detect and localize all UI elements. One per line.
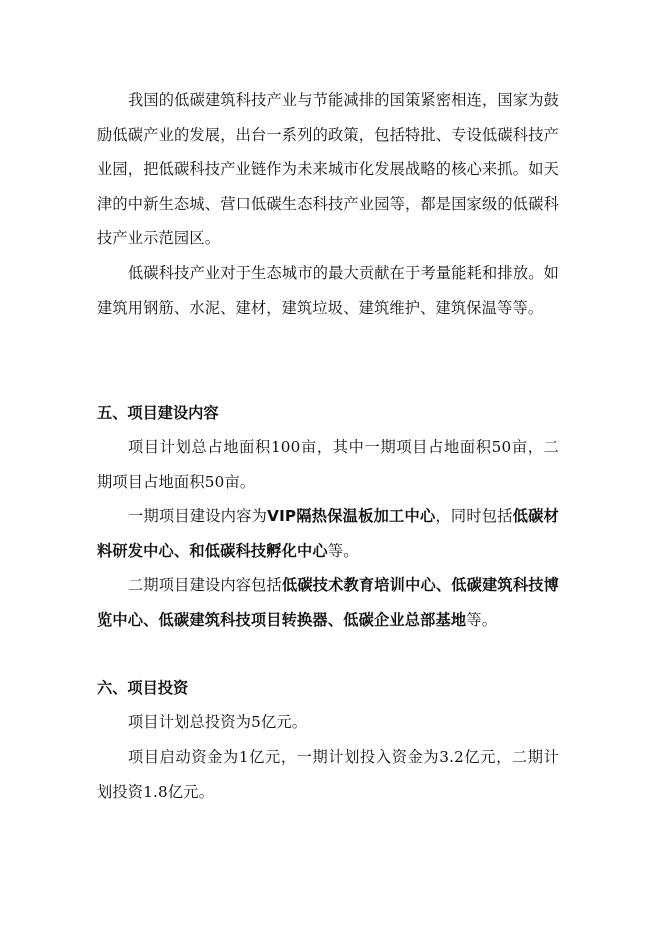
section-5-p2-bold: VIP隔热保温板加工中心	[267, 507, 436, 525]
section-5-heading: 五、项目建设内容	[97, 404, 219, 422]
section-6-heading: 六、项目投资	[97, 679, 189, 697]
section-5-p3-bold: 低碳技术教育培训中心、低碳建筑科技博览中心、低碳建筑科技项目转换器、低碳企业总部基地	[97, 576, 560, 629]
section-5-p2-suffix: 等。	[327, 541, 359, 560]
section-5-p2-mid: ，同时包括	[435, 507, 513, 525]
section-5-paragraph-3	[97, 568, 559, 637]
section-5-paragraph-1: 项目计划总占地面积100亩，其中一期项目占地面积50亩，二期项目占地面积50亩。	[97, 438, 559, 491]
intro-paragraph-1: 我国的低碳建筑科技产业与节能减排的国策紧密相连，国家为鼓励低碳产业的发展，出台一系列的政策，包括特批、专设低碳科技产业园，把低碳科技产业链作为未来城市化发展战略的核心来抓。如天津的中新生态城、营口低碳生态科技产业园等，都是国家级的低碳科技产业示范园区。	[97, 91, 559, 247]
section-5-p2-prefix: 一期项目建设内容为	[128, 507, 268, 525]
section-5-p3-suffix: 等。	[466, 610, 498, 629]
section-6-paragraph-2: 项目启动资金为1亿元，一期计划投入资金为3.2亿元，二期计划投资1.8亿元。	[97, 748, 559, 801]
section-5-p2-bold2: 低碳材料研发中心、和低碳科技孵化中心	[97, 507, 560, 560]
section-6-paragraph-1: 项目计划总投资为5亿元。	[128, 713, 308, 731]
section-5-p3-prefix: 二期项目建设内容包括	[128, 576, 282, 594]
section-5-paragraph-2	[97, 499, 559, 568]
intro-paragraph-2: 低碳科技产业对于生态城市的最大贡献在于考量能耗和排放。如建筑用钢筋、水泥、建材，建筑垃圾、建筑维护、建筑保温等等。	[97, 264, 559, 317]
